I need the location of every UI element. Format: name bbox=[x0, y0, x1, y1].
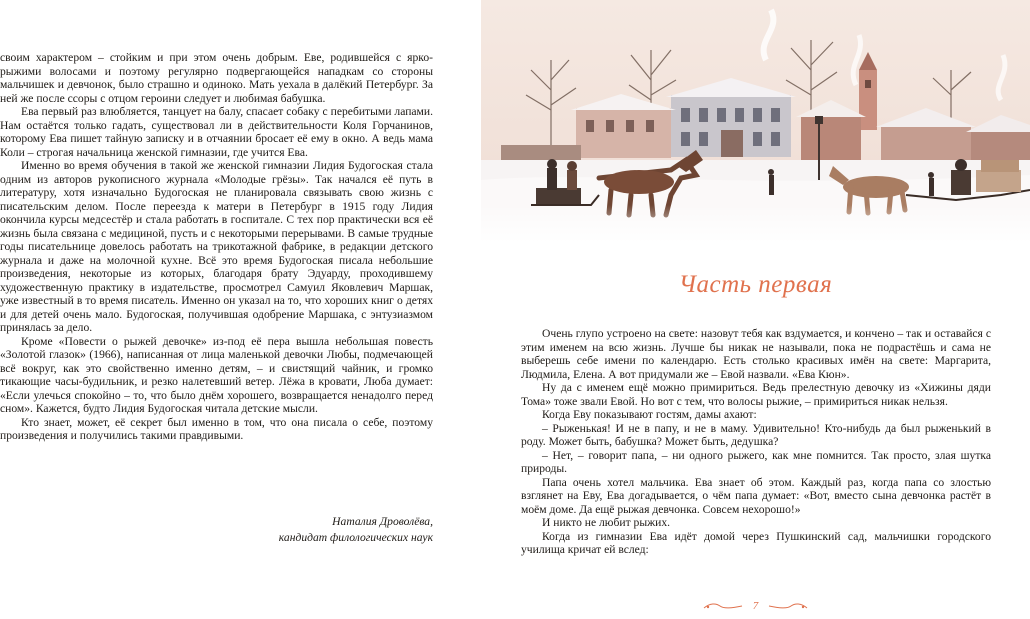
paragraph: Кто знает, может, её секрет был именно в том, что она писала о себе, поэтому произведения и получились такими правдивыми. bbox=[0, 415, 433, 442]
paragraph: Папа очень хотел мальчика. Ева знает об этом. Каждый раз, когда папа со злостью взглянет на Еву, Ева догадывается, о чём папа думает: «Вот, вместо сына девчонка растёт в моём доме. Да ещё рыжая девчонка. Совсем нехорошо!» bbox=[521, 475, 991, 516]
paragraph: Именно во время обучения в такой же женской гимназии Лидия Будогоская стала одним из авторов рукописного журнала «Молодые грёзы». Так начался её путь в литературу, хотя изначально Будогоская не планировала связывать свою жизнь с писательским делом. После переезда к матери в Петербург в 1915 году Лидия окончила курсы медсестёр и стала работать в госпитале. С тех пор практически вся её жизнь была связана с медициной, пусть и с некоторыми перерывами. В самые трудные годы писательнице довелось работать на трикотажной фабрике, в редакции детского журнала и даже на молочной кухне. Всё это время Будогоская писала небольшие произведения, некоторые из которых, благодаря брату Эдуарду, проходившему художественную практику в издательстве, просмотрел Самуил Яковлевич Маршак, уже известный в то время писатель. Именно он указал на то, что хороших книг о детях и для детей очень мало. Будогоская, получившая одобрение Маршака, с энтузиазмом принялась за дело. bbox=[0, 159, 433, 334]
paragraph: Когда Еву показывают гостям, дамы ахают: bbox=[542, 408, 757, 421]
paragraph: своим характером – стойким и при этом очень добрым. Еве, родившейся с ярко-рыжими волосами и поэтому регулярно подвергающейся нападкам со стороны мальчишек и девчонок, было страшно и одиноко. Мать уехала в далёкий Петербург. За ней же после ссоры с отцом героини следует и любимая бабушка. bbox=[0, 51, 433, 105]
page-number: 7 bbox=[752, 600, 759, 612]
swirl-ornament-icon bbox=[767, 602, 809, 610]
paragraph: – Рыженькая! И не в папу, и не в маму. Удивительно! Кто-нибудь да был рыженький в роду. Может быть, бабушка? Может быть, дедушка? bbox=[521, 421, 991, 448]
paragraph: – Нет, – говорит папа, – ни одного рыжего, как мне помнится. Так просто, злая шутка природы. bbox=[521, 448, 991, 475]
paragraph: И никто не любит рыжих. bbox=[542, 516, 671, 529]
left-page-text bbox=[0, 51, 433, 443]
signature-name: Наталия Дроволёва, bbox=[332, 515, 433, 528]
paragraph: Ева первый раз влюбляется, танцует на балу, спасает собаку с перебитыми лапами. Нам остаётся только гадать, существовал ли в действительности Коля Горчанинов, которому Ева пишет тайную записку и в отчаянии бросает её ему в окно. А ведь мама Коли – строгая начальница женской гимназии, где учится Ева. bbox=[0, 105, 433, 159]
right-page bbox=[481, 0, 1030, 619]
paragraph: Когда из гимназии Ева идёт домой через Пушкинский сад, мальчишки городского училища кричат ей вслед: bbox=[521, 529, 991, 556]
left-page bbox=[0, 0, 481, 619]
signature bbox=[279, 514, 433, 546]
swirl-ornament-icon bbox=[702, 602, 744, 610]
winter-street-with-horse-sleighs-illustration bbox=[481, 0, 1030, 243]
right-page-text bbox=[521, 327, 991, 557]
chapter-title: Часть первая bbox=[678, 271, 833, 298]
page-folio bbox=[481, 600, 1030, 612]
paragraph: Кроме «Повести о рыжей девочке» из-под её пера вышла небольшая повесть «Золотой глазок» (1966), написанная от лица маленькой девочки Любы, подмечающей всё вокруг, как это свойственно именно детям, – и свистящий чайник, и громко тикающие часы-будильник, и резко налетевший ветер. Лёжа в кровати, Люба думает: «Если улечься спокойно – то, что было днём хорошего, возвращается ненадолго перед сном». Кажется, будто Лидия Будогоская читала детские мысли. bbox=[0, 334, 433, 415]
signature-title: кандидат филологических наук bbox=[278, 531, 433, 544]
paragraph: Очень глупо устроено на свете: назовут тебя как вздумается, и кончено – так и оставайся с этим именем на всю жизнь. Лучше бы никак не называли, пока не подрастёшь и сама не выберешь себе имени по календарю. Есть столько красивых имён на свете: Маргарита, Людмила, Елена. А вот придумали же – Евой назвали. «Ева Кюн». bbox=[521, 327, 991, 381]
paragraph: Ну да с именем ещё можно примириться. Ведь прелестную девочку из «Хижины дяди Тома» тоже звали Евой. Но вот с тем, что волосы рыжие, – примириться никак нельзя. bbox=[521, 381, 991, 408]
